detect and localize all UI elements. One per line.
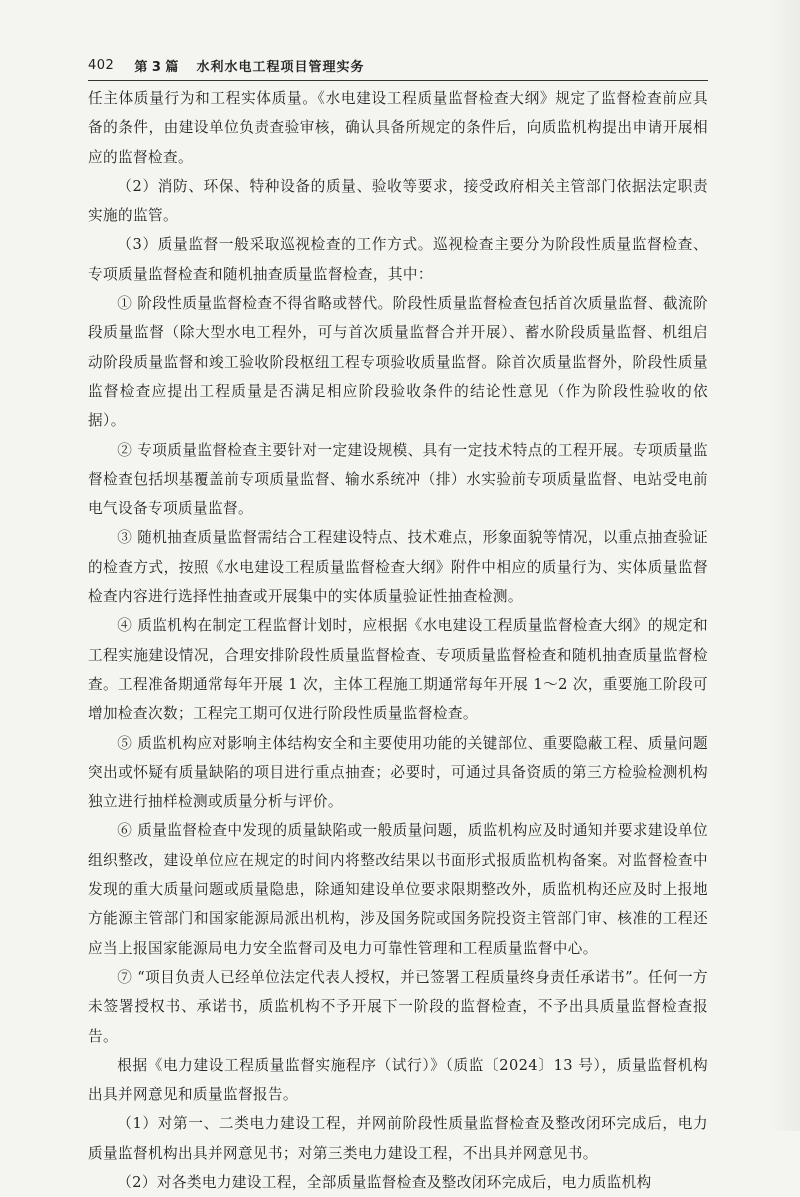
part-label: 第 3 篇 [134,59,179,75]
paragraph-subitem-2: ② 专项质量监督检查主要针对一定建设规模、具有一定技术特点的工程开展。专项质量监督检查包括坝基覆盖前专项质量监督、输水系统冲（排）水实验前专项质量监督、电站受电前电气设备专项质量监督。 [88,441,708,518]
paragraph-subitem-6: ⑥ 质量监督检查中发现的质量缺陷或一般质量问题，质监机构应及时通知并要求建设单位组织整改，建设单位应在规定的时间内将整改结果以书面形式报质监机构备案。对监督检查中发现的重大质量问题或质量隐患，除通知建设单位要求限期整改外，质监机构还应及时上报地方能源主管部门和国家能源局派出机构，涉及国务院或国务院投资主管部门审、核准的工程还应当上报国家能源局电力安全监督司及电力可靠性管理和工程质量监督中心。 [88,822,708,957]
paragraph-grid-item-2: （2）对各类电力建设工程，全部质量监督检查及整改闭环完成后，电力质监机构 [117,1173,652,1191]
paragraph-subitem-1: ① 阶段性质量监督检查不得省略或替代。阶段性质量监督检查包括首次质量监督、截流阶段质量监督（除大型水电工程外，可与首次质量监督合并开展）、蓄水阶段质量监督、机组启动阶段质量监督和竣工验收阶段枢纽工程专项验收质量监督。除首次质量监督外，阶段性质量监督检查应提出工程质量是否满足相应阶段验收条件的结论性意见（作为阶段性验收的依据）。 [88,295,708,430]
page-number: 402 [88,57,115,73]
paragraph-continued: 任主体质量行为和工程实体质量。《水电建设工程质量监督检查大纲》规定了监督检查前应具备的条件，由建设单位负责查验审核，确认具备所规定的条件后，向质监机构提出申请开展相应的监督检查。 [88,90,708,166]
paragraph-grid-item-1: （1）对第一、二类电力建设工程，并网前阶段性质量监督检查及整改闭环完成后，电力质量监督机构出具并网意见书；对第三类电力建设工程，不出具并网意见书。 [88,1115,708,1162]
paragraph-subitem-5: ⑤ 质监机构应对影响主体结构安全和主要使用功能的关键部位、重要隐蔽工程、质量问题突出或怀疑有质量缺陷的项目进行重点抽查；必要时，可通过具备资质的第三方检验检测机构独立进行抽样检测或质量分析与评价。 [88,734,708,811]
paragraph-subitem-4: ④ 质监机构在制定工程监督计划时，应根据《水电建设工程质量监督检查大纲》的规定和工程实施建设情况，合理安排阶段性质量监督检查、专项质量监督检查和随机抽查质量监督检查。工程准备期通常每年开展 1 次，主体工程施工期通常每年开展 1～2 次，重要施工阶段可增加检查次数；工程完工期可仅进行阶段性质量监督检查。 [88,617,708,723]
paragraph-regulation: 根据《电力建设工程质量监督实施程序（试行）》（质监〔2024〕13 号），质量监督机构出具并网意见和质量监督报告。 [88,1056,708,1104]
page-edge-shadow [770,0,800,1131]
body-text [88,84,708,1197]
paragraph-subitem-3: ③ 随机抽查质量监督需结合工程建设特点、技术难点，形象面貌等情况，以重点抽查验证的检查方式，按照《水电建设工程质量监督检查大纲》附件中相应的质量行为、实体质量监督检查内容进行选择性抽查或开展集中的实体质量验证性抽查检测。 [88,529,708,606]
paragraph-item-2: （2）消防、环保、特种设备的质量、验收等要求，接受政府相关主管部门依据法定职责实施的监管。 [88,177,708,225]
running-header [88,52,712,78]
header-divider [88,80,708,81]
paragraph-subitem-7: ⑦ “项目负责人已经单位法定代表人授权，并已签署工程质量终身责任承诺书”。任何一方未签署授权书、承诺书，质监机构不予开展下一阶段的监督检查，不予出具质量监督检查报告。 [88,968,708,1045]
paragraph-item-3: （3）质量监督一般采取巡视检查的工作方式。巡视检查主要分为阶段性质量监督检查、专项质量监督检查和随机抽查质量监督检查，其中： [88,236,708,283]
book-title: 水利水电工程项目管理实务 [196,59,365,75]
